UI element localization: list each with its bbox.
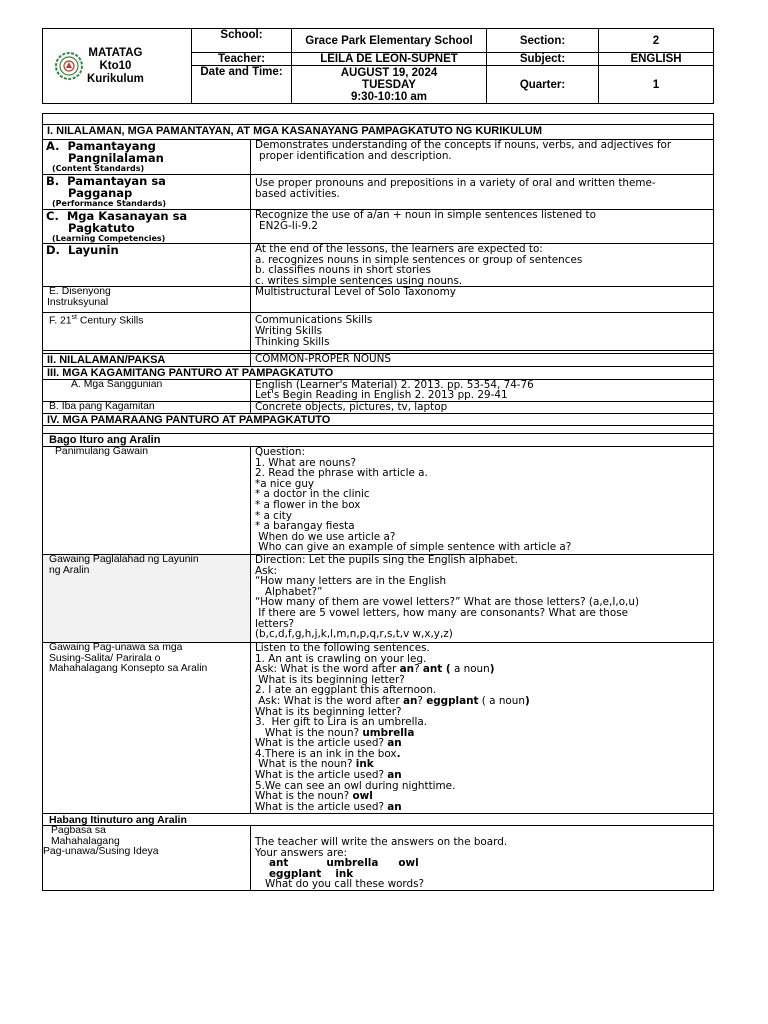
reading-answers-row1 [255,858,711,869]
date-line2: TUESDAY [362,78,416,91]
date-line3: 9:30-10:10 am [350,90,428,103]
row-topic [43,354,714,367]
purpose-line: letters? [255,617,295,630]
logo-line1: MATATAG [88,46,143,59]
purpose-line: Ask: [255,564,278,577]
row-a-sub: (Content Standards) [52,164,145,173]
intro-line: *a nice guy [255,477,315,490]
purpose-activity-label [43,554,251,642]
answer-word: umbrella [326,857,379,870]
key-concepts-label-line1: Gawaing Pag-unawa sa mga [49,641,183,653]
kc-bold: ) [524,694,530,707]
objectives-text [251,244,714,287]
row-d-line4: c. writes simple sentences using nouns. [255,274,463,287]
intro-line: Question: [255,445,305,458]
section-value: 2 [599,29,714,53]
intro-line: * a city [255,509,292,522]
date-line1: AUGUST 19, 2024 [340,66,438,79]
section-label: Section: [487,29,599,53]
before-lesson-heading: Bago Ituro ang Aralin [43,434,714,447]
reading-key-ideas-text [251,825,714,890]
purpose-line: (b,c,d,f,g,h,j,k,l,m,n,p,q,r,s,t,v w,x,y,z) [255,628,453,641]
kc-line [255,802,711,813]
kc-bold: an [387,769,402,782]
kc-line: What is its beginning letter? [255,673,405,686]
teacher-value: LEILA DE LEON-SUPNET [292,53,487,66]
kc-text: What is the noun? [255,726,363,739]
row-d-line3: b. classifies nouns in short stories [255,264,431,277]
row-a-title1: Pamantayang [67,139,156,153]
row-b-letter: B. [46,174,60,188]
kc-bold: . [396,747,401,760]
date-label: Date and Time: [192,66,292,104]
content-standards-label [43,140,251,175]
performance-standards-label [43,175,251,210]
row-d-line2: a. recognizes nouns in simple sentences or group of sentences [255,253,583,266]
intro-line: * a doctor in the clinic [255,488,370,501]
intro-line: Who can give an example of simple sentence with article a? [255,541,572,554]
objectives-label [43,244,251,287]
kc-bold: an [387,800,402,813]
row-d-line1: At the end of the lessons, the learners are expected to: [255,243,543,255]
kc-bold: an [402,694,418,707]
answer-word: owl [398,857,419,870]
row-a-title2: Pangnilalaman [68,151,164,165]
introductory-activity-text [251,446,714,554]
row-d-letter: D. [46,243,60,257]
kc-text: What is the article used? [255,769,388,782]
answer-word: eggplant [269,867,322,880]
kc-text: ( a noun [478,694,525,707]
purpose-activity-text [251,554,714,642]
section-1-heading: I. NILALAMAN, MGA PAMANTAYAN, AT MGA KASANAYANG PAMPAGKATUTO NG KURIKULUM [43,125,714,140]
kc-line: 1. An ant is crawling on your leg. [255,652,427,665]
kc-text: What is the article used? [255,737,388,750]
during-lesson-heading: Habang Itinuturo ang Aralin [43,813,714,825]
section-3-heading: III. MGA KAGAMITANG PANTURO AT PAMPAGKATUTO [43,366,714,379]
kc-line: What is its beginning letter? [255,705,402,718]
century-skills-text [251,313,714,351]
section-2-heading: II. NILALAMAN/PAKSA [43,354,251,367]
kc-line: 2. I ate an eggplant this afternoon. [255,684,437,697]
instructional-design-label [43,287,251,313]
kc-line: 3. Her gift to Lira is an umbrella. [255,716,428,729]
row-21st-century-skills [43,313,714,351]
purpose-label-line1: Gawaing Paglalahad ng Layunin [49,553,199,565]
lesson-plan-table [42,113,714,891]
intro-line: * a flower in the box [255,498,361,511]
row-a-text1: Demonstrates understanding of the concepts if nouns, verbs, and adjectives for [255,139,672,151]
header-table [42,28,714,104]
row-f-title-sup: st [71,314,77,322]
row-e-title1: E. Disenyong [49,286,111,298]
row-e-title2: Instruksyunal [47,296,109,308]
row-f-title-pre: F. 21 [49,315,72,327]
introductory-activity-label: Panimulang Gawain [43,446,251,554]
other-materials-label: B. Iba pang Kagamitan [43,401,251,413]
answer-word: ink [335,867,354,880]
references-label: A. Mga Sanggunian [43,379,251,401]
subject-value: ENGLISH [599,53,714,66]
performance-standards-text [251,175,714,210]
references-line1: English (Learner's Material) 2. 2013. pp. 53-54, 74-76 [255,378,534,391]
row-b-title1: Pamantayan sa [67,174,166,188]
row-b-title2: Pagganap [68,186,133,200]
reading-label-line2: Mahahalagang [51,835,120,847]
spacer-row [43,114,714,125]
row-c-title2: Pagkatuto [68,221,135,235]
intro-line: 1. What are nouns? [255,456,356,469]
row-content-standards [43,140,714,175]
row-introductory-activity [43,446,714,554]
kc-bold: ink [355,758,374,771]
topic-value: COMMON-PROPER NOUNS [251,354,714,367]
answer-word: ant [269,857,289,870]
logo-line2: Kto10 [99,59,132,72]
other-materials-text: Concrete objects, pictures, tv, laptop [251,401,714,413]
row-b-text2: based activities. [255,187,340,200]
row-f-line1: Communications Skills [255,314,373,327]
purpose-line: Alphabet?” [255,585,323,598]
row-a-letter: A. [46,139,60,153]
key-concepts-text [251,642,714,813]
kc-text: There is an ink in the box [264,747,397,760]
key-concepts-label [43,642,251,813]
purpose-line: Direction: Let the pupils sing the English alphabet. [255,553,518,566]
spacer-row-2 [43,426,714,434]
date-value [292,66,487,104]
logo-text [87,47,144,86]
purpose-label-line2: ng Aralin [49,564,90,576]
content-standards-text [251,140,714,175]
school-label: School: [192,29,292,53]
row-learning-competencies [43,210,714,244]
century-skills-label [43,313,251,351]
kc-line [255,696,711,707]
kc-bold: eggplant [426,694,479,707]
kc-text: ? [417,694,427,707]
kc-bold: umbrella [362,726,415,739]
references-line2: Let's Begin Reading in English 2. 2013 pp. 29-41 [255,389,508,402]
row-b-text1: Use proper pronouns and prepositions in a variety of oral and written theme- [255,177,656,189]
quarter-value: 1 [599,66,714,104]
kc-text: Ask: What is the word after [255,663,400,676]
row-performance-standards [43,175,714,210]
reading-line3: What do you call these words? [265,878,425,891]
references-text [251,379,714,401]
row-a-text2: proper identification and description. [259,149,452,162]
teacher-label: Teacher: [192,53,292,66]
key-concepts-label-line2: Susing-Salita/ Parirala o [49,652,161,664]
learning-competencies-text [251,210,714,244]
row-instructional-design [43,287,714,313]
logo-cell [43,29,192,104]
row-c-letter: C. [46,209,59,223]
row-f-line2: Writing Skills [255,324,323,337]
kc-bold: ) [489,663,495,676]
kc-text: What is the article used? [255,800,388,813]
kc-bold: an [387,737,402,750]
row-key-concepts-activity [43,642,714,813]
kc-text: 4. [255,747,265,760]
reading-key-ideas-label [43,825,251,890]
kc-line: Listen to the following sentences. [255,641,430,654]
row-c-sub: (Learning Competencies) [52,234,166,243]
instructional-design-text: Multistructural Level of Solo Taxonomy [251,287,714,313]
purpose-line: If there are 5 vowel letters, how many are consonants? What are those [255,606,629,619]
row-purpose-activity [43,554,714,642]
row-objectives [43,244,714,287]
reading-line1: The teacher will write the answers on the board. [255,835,508,848]
kc-text: a noun [450,663,490,676]
row-references [43,379,714,401]
row-d-title1: Layunin [67,243,119,257]
row-c-text2: EN2G-Ii-9.2 [259,219,318,232]
kc-text: Ask: What is the word after [255,694,403,707]
quarter-label: Quarter: [487,66,599,104]
matatag-seal-icon [55,52,83,80]
logo-line3: Kurikulum [87,72,144,85]
kc-text: ? [414,663,423,676]
row-c-title1: Mga Kasanayan sa [66,209,188,223]
kc-bold: owl [352,790,373,803]
key-concepts-label-line3: Mahahalagang Konsepto sa Aralin [49,663,208,675]
kc-text: What is the noun? [255,790,353,803]
intro-line: * a barangay fiesta [255,520,355,533]
subject-label: Subject: [487,53,599,66]
row-c-text1: Recognize the use of a/an + noun in simple sentences listened to [255,209,596,221]
purpose-line: “How many of them are vowel letters?” What are those letters? (a,e,I,o,u) [255,596,640,609]
kc-line: 5.We can see an owl during nighttime. [255,779,456,792]
kc-bold: ant ( [422,663,451,676]
reading-label-line3: Pag-unawa/Susing Ideya [43,846,159,858]
row-f-line3: Thinking Skills [255,335,330,348]
section-4-heading: IV. MGA PAMARAANG PANTURO AT PAMPAGKATUTO [43,413,714,426]
intro-line: 2. Read the phrase with article a. [255,467,428,480]
intro-line: When do we use article a? [255,530,396,543]
kc-bold: an [399,663,415,676]
row-reading-key-ideas [43,825,714,890]
reading-label-line1: Pagbasa sa [51,824,106,836]
row-other-materials [43,401,714,413]
purpose-line: “How many letters are in the English [255,575,447,588]
kc-text: What is the noun? [255,758,356,771]
row-f-title-post: Century Skills [76,315,144,327]
row-b-sub: (Performance Standards) [52,199,167,208]
reading-line2: Your answers are: [255,846,348,859]
school-value: Grace Park Elementary School [292,29,487,53]
learning-competencies-label [43,210,251,244]
